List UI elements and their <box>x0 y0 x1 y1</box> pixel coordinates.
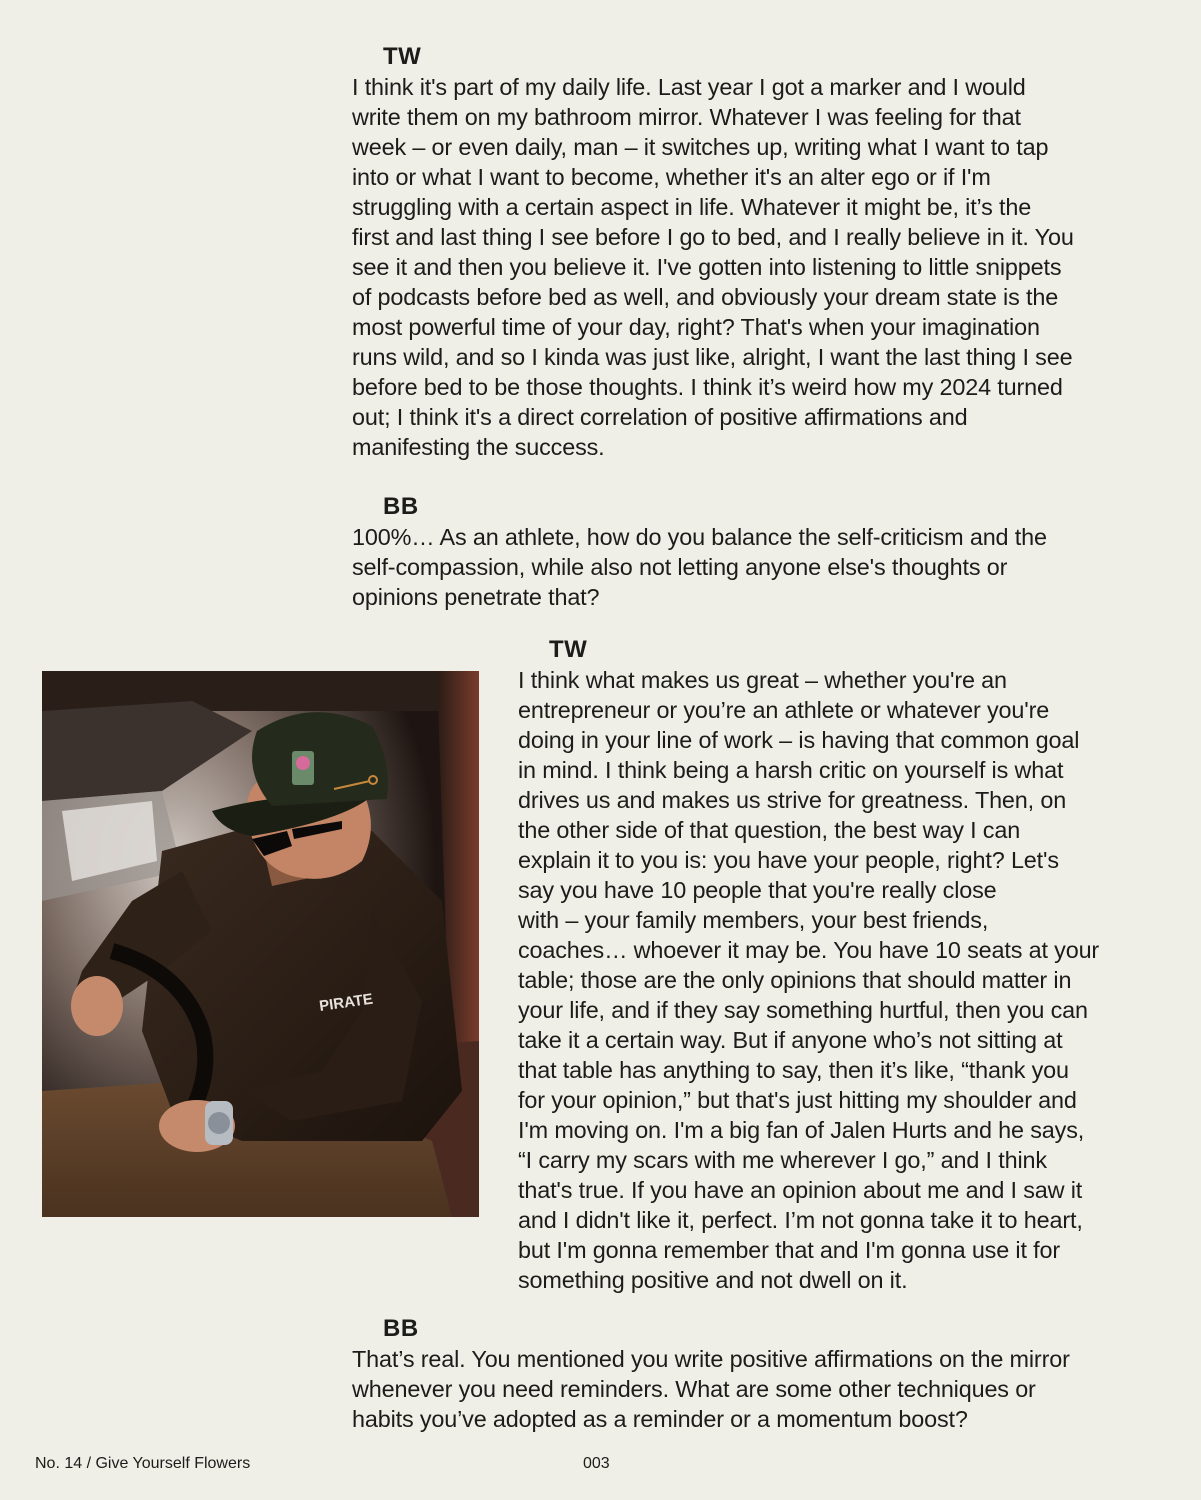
answer-paragraph <box>518 665 1178 1295</box>
text-line: I'm moving on. I'm a big fan of Jalen Hurts and he says, <box>518 1117 1085 1143</box>
text-line: that table has anything to say, then it’s like, “thank you <box>518 1057 1069 1083</box>
page-number: 003 <box>583 1455 610 1472</box>
text-line: manifesting the success. <box>352 434 605 460</box>
text-line: see it and then you believe it. I've gotten into listening to little snippets <box>352 254 1062 280</box>
text-line: before bed to be those thoughts. I think it’s weird how my 2024 turned <box>352 374 1063 400</box>
text-line: whenever you need reminders. What are some other techniques or <box>352 1376 1036 1402</box>
interview-block-3 <box>518 635 1178 1295</box>
speaker-label: TW <box>549 636 588 663</box>
text-line: entrepreneur or you’re an athlete or whatever you're <box>518 697 1050 723</box>
interview-block-1 <box>352 42 1172 462</box>
text-line: but I'm gonna remember that and I'm gonna use it for <box>518 1237 1061 1263</box>
text-line: into or what I want to become, whether it's an alter ego or if I'm <box>352 164 991 190</box>
text-line: with – your family members, your best friends, <box>518 907 989 933</box>
issue-title: No. 14 / Give Yourself Flowers <box>35 1455 251 1472</box>
text-line: take it a certain way. But if anyone who’s not sitting at <box>518 1027 1063 1053</box>
text-line: of podcasts before bed as well, and obviously your dream state is the <box>352 284 1059 310</box>
text-line: I think it's part of my daily life. Last year I got a marker and I would <box>352 74 1026 100</box>
text-line: and I didn't like it, perfect. I’m not gonna take it to heart, <box>518 1207 1083 1233</box>
interview-block-2 <box>352 492 1172 612</box>
hoodie-print: PIRATE <box>318 990 374 1015</box>
text-line: that's true. If you have an opinion about me and I saw it <box>518 1177 1083 1203</box>
text-line: habits you’ve adopted as a reminder or a momentum boost? <box>352 1406 968 1432</box>
text-line: week – or even daily, man – it switches up, writing what I want to tap <box>352 134 1049 160</box>
text-line: in mind. I think being a harsh critic on yourself is what <box>518 757 1064 783</box>
text-line: 100%… As an athlete, how do you balance the self-criticism and the <box>352 524 1047 550</box>
speaker-label: TW <box>383 43 422 70</box>
speaker-label: BB <box>383 1315 419 1342</box>
text-line: the other side of that question, the best way I can <box>518 817 1021 843</box>
text-line: something positive and not dwell on it. <box>518 1267 908 1293</box>
text-line: for your opinion,” but that's just hitting my shoulder and <box>518 1087 1077 1113</box>
question-paragraph <box>352 1344 1182 1434</box>
interview-block-4 <box>352 1314 1182 1434</box>
text-line: runs wild, and so I kinda was just like, alright, I want the last thing I see <box>352 344 1073 370</box>
text-line: most powerful time of your day, right? That's when your imagination <box>352 314 1040 340</box>
portrait-photo <box>42 671 479 1217</box>
text-line: first and last thing I see before I go to bed, and I really believe in it. You <box>352 224 1074 250</box>
text-line: write them on my bathroom mirror. Whatever I was feeling for that <box>352 104 1021 130</box>
text-line: “I carry my scars with me wherever I go,” and I think <box>518 1147 1047 1173</box>
text-line: explain it to you is: you have your people, right? Let's <box>518 847 1059 873</box>
text-line: That’s real. You mentioned you write positive affirmations on the mirror <box>352 1346 1070 1372</box>
text-line: say you have 10 people that you're really close <box>518 877 997 903</box>
text-line: your life, and if they say something hurtful, then you can <box>518 997 1088 1023</box>
text-line: table; those are the only opinions that should matter in <box>518 967 1072 993</box>
text-line: opinions penetrate that? <box>352 584 600 610</box>
text-line: coaches… whoever it may be. You have 10 seats at your <box>518 937 1100 963</box>
text-line: out; I think it's a direct correlation of positive affirmations and <box>352 404 968 430</box>
text-line: struggling with a certain aspect in life. Whatever it might be, it’s the <box>352 194 1032 220</box>
text-line: self-compassion, while also not letting anyone else's thoughts or <box>352 554 1008 580</box>
text-line: I think what makes us great – whether you're an <box>518 667 1007 693</box>
text-line: doing in your line of work – is having that common goal <box>518 727 1080 753</box>
question-paragraph <box>352 522 1172 612</box>
photo-illustration <box>42 671 479 1217</box>
answer-paragraph <box>352 72 1172 462</box>
text-line: drives us and makes us strive for greatness. Then, on <box>518 787 1067 813</box>
speaker-label: BB <box>383 493 419 520</box>
